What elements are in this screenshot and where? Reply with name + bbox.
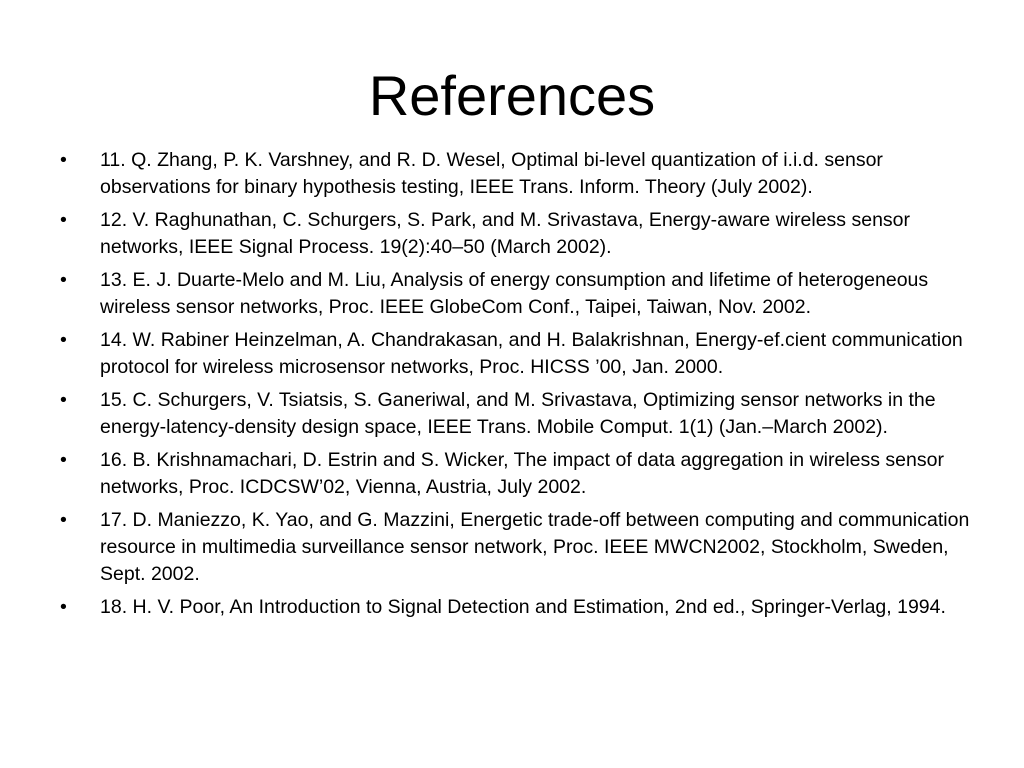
bullet-icon: •	[60, 149, 67, 171]
reference-text: 12. V. Raghunathan, C. Schurgers, S. Park, and M. Srivastava, Energy-aware wireless sensor networks, IEEE Signal Process. 19(2):40–50 (March 2002).	[100, 209, 911, 258]
reference-text: 15. C. Schurgers, V. Tsiatsis, S. Ganeriwal, and M. Srivastava, Optimizing sensor networks in the energy-latency-density design space, IEEE Trans. Mobile Comput. 1(1) (Jan.–March 2002).	[100, 389, 936, 438]
reference-item	[60, 207, 970, 261]
reference-text: 13. E. J. Duarte-Melo and M. Liu, Analysis of energy consumption and lifetime of heterogeneous wireless sensor networks, Proc. IEEE GlobeCom Conf., Taipei, Taiwan, Nov. 2002.	[100, 269, 929, 318]
bullet-icon: •	[60, 329, 67, 351]
reference-text: 16. B. Krishnamachari, D. Estrin and S. Wicker, The impact of data aggregation in wireless sensor networks, Proc. ICDCSW’02, Vienna, Austria, July 2002.	[100, 449, 944, 498]
bullet-icon: •	[60, 509, 67, 531]
bullet-icon: •	[60, 449, 67, 471]
reference-text: 17. D. Maniezzo, K. Yao, and G. Mazzini, Energetic trade-off between computing and communication resource in multimedia surveillance sensor network, Proc. IEEE MWCN2002, Stockholm, Sweden, Sept. 2002.	[100, 509, 970, 585]
reference-text: 11. Q. Zhang, P. K. Varshney, and R. D. Wesel, Optimal bi-level quantization of i.i.d. sensor observations for binary hypothesis testing, IEEE Trans. Inform. Theory (July 2002).	[100, 149, 883, 198]
reference-item	[60, 447, 970, 501]
reference-item	[60, 327, 970, 381]
bullet-icon: •	[60, 269, 67, 291]
bullet-icon: •	[60, 596, 67, 618]
reference-item	[60, 147, 970, 201]
reference-list	[60, 147, 970, 627]
reference-item	[60, 267, 970, 321]
reference-text: 18. H. V. Poor, An Introduction to Signal Detection and Estimation, 2nd ed., Springer-Verlag, 1994.	[100, 596, 946, 618]
slide-title: References	[368, 64, 656, 127]
bullet-icon: •	[60, 389, 67, 411]
reference-item	[60, 507, 970, 588]
reference-item	[60, 387, 970, 441]
reference-text: 14. W. Rabiner Heinzelman, A. Chandrakasan, and H. Balakrishnan, Energy-ef.cient communication protocol for wireless microsensor networks, Proc. HICSS ’00, Jan. 2000.	[100, 329, 963, 378]
bullet-icon: •	[60, 209, 67, 231]
reference-item	[60, 594, 970, 621]
